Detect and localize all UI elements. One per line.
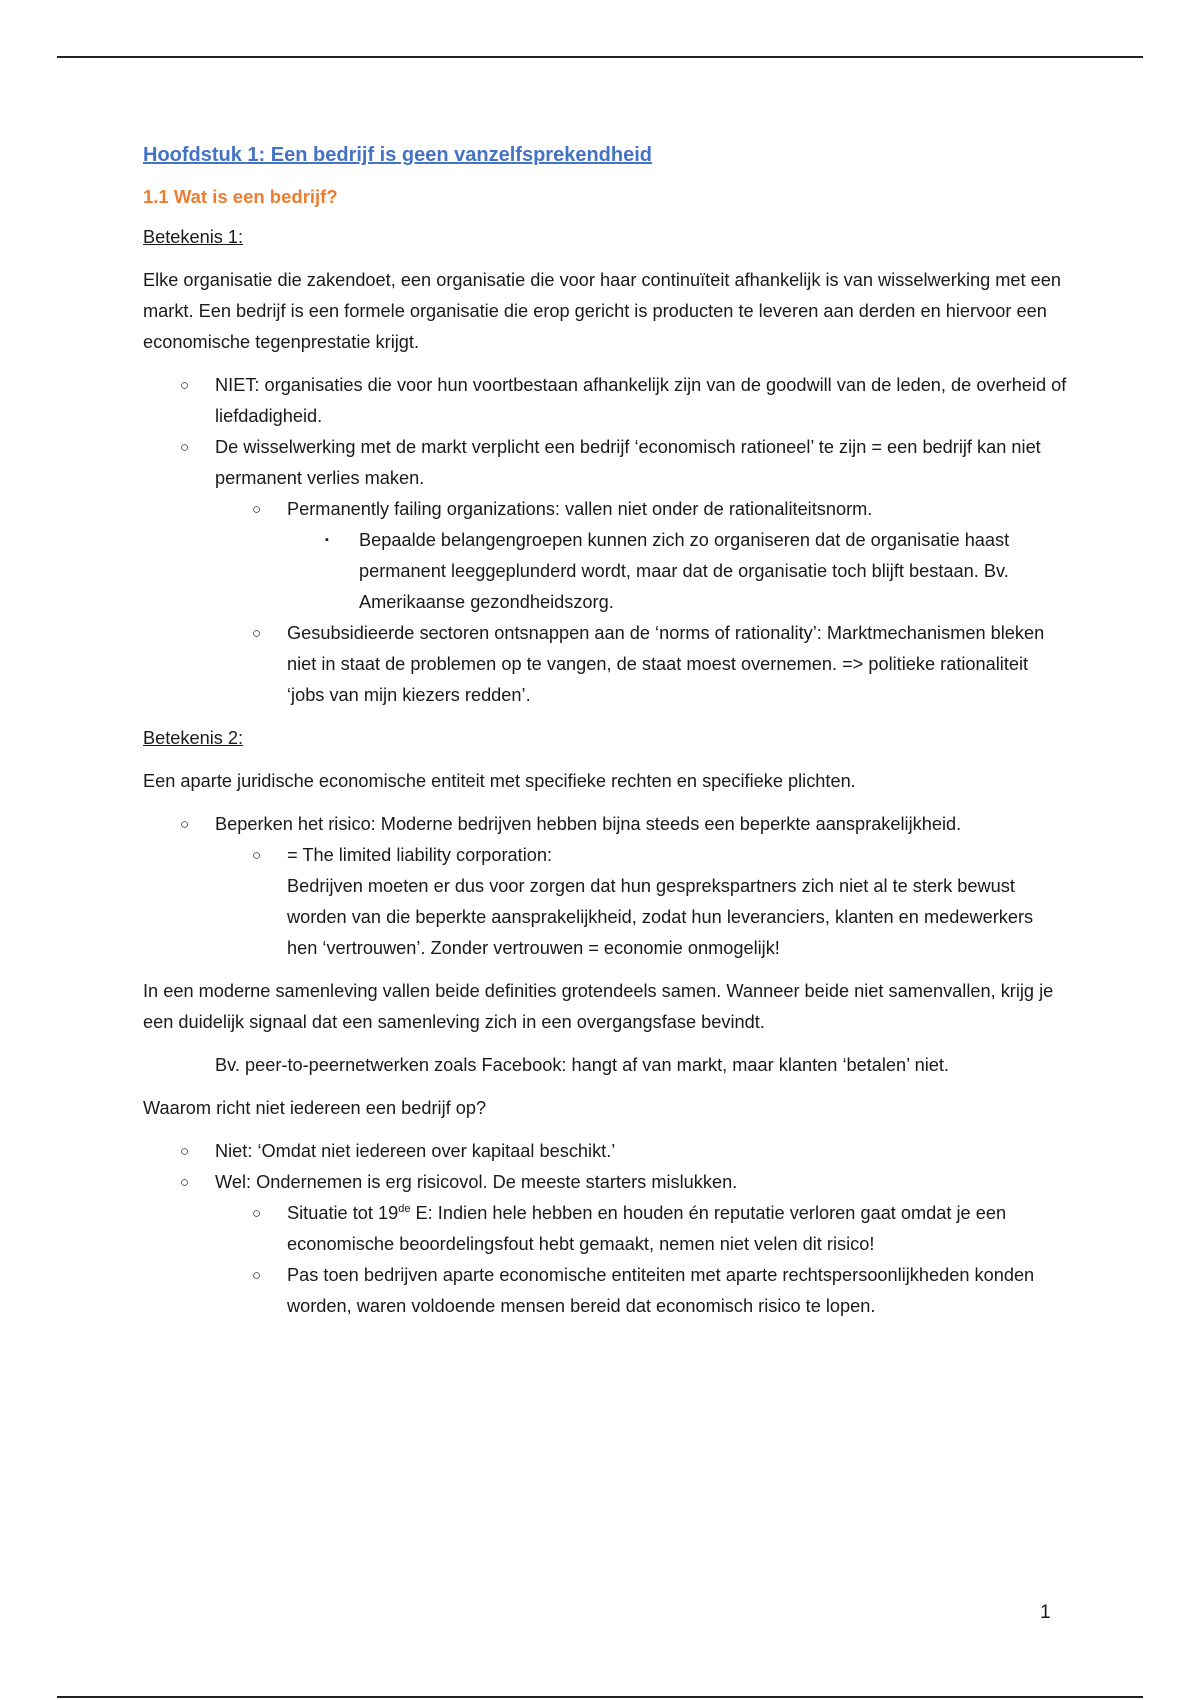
hollow-bullet-icon: ○ [252,625,262,642]
square-bullet-icon: ▪ [325,534,329,546]
list-item-text: Niet: ‘Omdat niet iedereen over kapitaal beschikt.’ [215,1141,616,1161]
document-body [143,140,1068,1334]
betekenis-1-list [143,370,1068,711]
hollow-bullet-icon: ○ [252,1205,262,1222]
list-item-text: Bepaalde belangengroepen kunnen zich zo organiseren dat de organisatie haast permanent leeggeplunderd wordt, maar dat de organisatie toch blijft bestaan. Bv. Amerikaanse gezondheidszorg. [359,530,1010,612]
hollow-bullet-icon: ○ [180,1143,190,1160]
list-item [215,1198,1068,1260]
hollow-bullet-icon: ○ [252,501,262,518]
example-text: Bv. peer-to-peernetwerken zoals Facebook: hangt af van markt, maar klanten ‘betalen’ niet. [215,1055,949,1075]
hollow-bullet-icon: ○ [180,439,190,456]
sub-list [215,494,1068,711]
footer-rule [57,1696,1143,1698]
list-item-text: Beperken het risico: Moderne bedrijven hebben bijna steeds een beperkte aansprakelijkheid. [215,814,962,834]
samenleving-text: In een moderne samenleving vallen beide definities grotendeels samen. Wanneer beide niet samenvallen, krijg je een duidelijk signaal dat een samenleving zich in een overgangsfase bevindt. [143,981,1054,1032]
list-item-text: Bedrijven moeten er dus voor zorgen dat hun gesprekspartners zich niet al te sterk bewust worden van die beperkte aansprakelijkheid, zodat hun leveranciers, klanten en medewerkers hen ‘vertrouwen’. Zonder vertrouwen = economie onmogelijk! [287,876,1034,958]
list-item-text: Wel: Ondernemen is erg risicovol. De meeste starters mislukken. [215,1172,738,1192]
page-number: 1 [1040,1602,1051,1623]
superscript: de [398,1202,411,1215]
situatie-rest: E: Indien hele hebben en houden én reputatie verloren gaat omdat je een economische beoordelingsfout hebt gemaakt, nemen niet velen dit risico! [287,1203,1007,1254]
betekenis-1-text: Elke organisatie die zakendoet, een organisatie die voor haar continuïteit afhankelijk is van wisselwerking met een markt. Een bedrijf is een formele organisatie die erop gericht is producten te leveren aan derden en hiervoor een economische tegenprestatie krijgt. [143,270,1061,352]
hollow-bullet-icon: ○ [180,1174,190,1191]
chapter-heading: Hoofdstuk 1: Een bedrijf is geen vanzelfsprekendheid [143,144,652,166]
list-item-text: De wisselwerking met de markt verplicht een bedrijf ‘economisch rationeel’ te zijn = een bedrijf kan niet permanent verlies maken. [215,437,1041,488]
hollow-bullet-icon: ○ [180,816,190,833]
sub-sub-list [287,525,1068,618]
betekenis-2-label: Betekenis 2: [143,728,244,748]
list-item [215,494,1068,618]
list-item [287,525,1068,618]
list-item-text: Pas toen bedrijven aparte economische entiteiten met aparte rechtspersoonlijkheden konden worden, waren voldoende mensen bereid dat economisch risico te lopen. [287,1265,1035,1316]
list-item [143,1136,1068,1167]
list-item [143,370,1068,432]
section-heading: 1.1 Wat is een bedrijf? [143,186,338,207]
sub-list [215,1198,1068,1322]
list-item-text: NIET: organisaties die voor hun voortbestaan afhankelijk zijn van de goodwill van de leden, de overheid of liefdadigheid. [215,375,1067,426]
sub-list [215,840,1068,964]
list-item [143,809,1068,964]
list-item [143,1167,1068,1322]
hollow-bullet-icon: ○ [252,847,262,864]
hollow-bullet-icon: ○ [252,1267,262,1284]
betekenis-2-list [143,809,1068,964]
list-item [143,432,1068,711]
list-item [215,840,1068,964]
question-text: Waarom richt niet iedereen een bedrijf op? [143,1098,487,1118]
hollow-bullet-icon: ○ [180,377,190,394]
list-item [215,618,1068,711]
betekenis-1-label: Betekenis 1: [143,227,244,247]
list-item-text: Permanently failing organizations: vallen niet onder de rationaliteitsnorm. [287,499,873,519]
list-item-title: = The limited liability corporation: [287,845,553,865]
header-rule [57,56,1143,58]
list-item [215,1260,1068,1322]
betekenis-2-text: Een aparte juridische economische entiteit met specifieke rechten en specifieke plichten. [143,771,856,791]
list-item-text: Gesubsidieerde sectoren ontsnappen aan de ‘norms of rationality’: Marktmechanismen bleken niet in staat de problemen op te vangen, de staat moest overnemen. => politieke rationaliteit ‘jobs van mijn kiezers redden’. [287,623,1045,705]
answers-list [143,1136,1068,1322]
situatie-prefix: Situatie tot 19 [287,1203,399,1223]
